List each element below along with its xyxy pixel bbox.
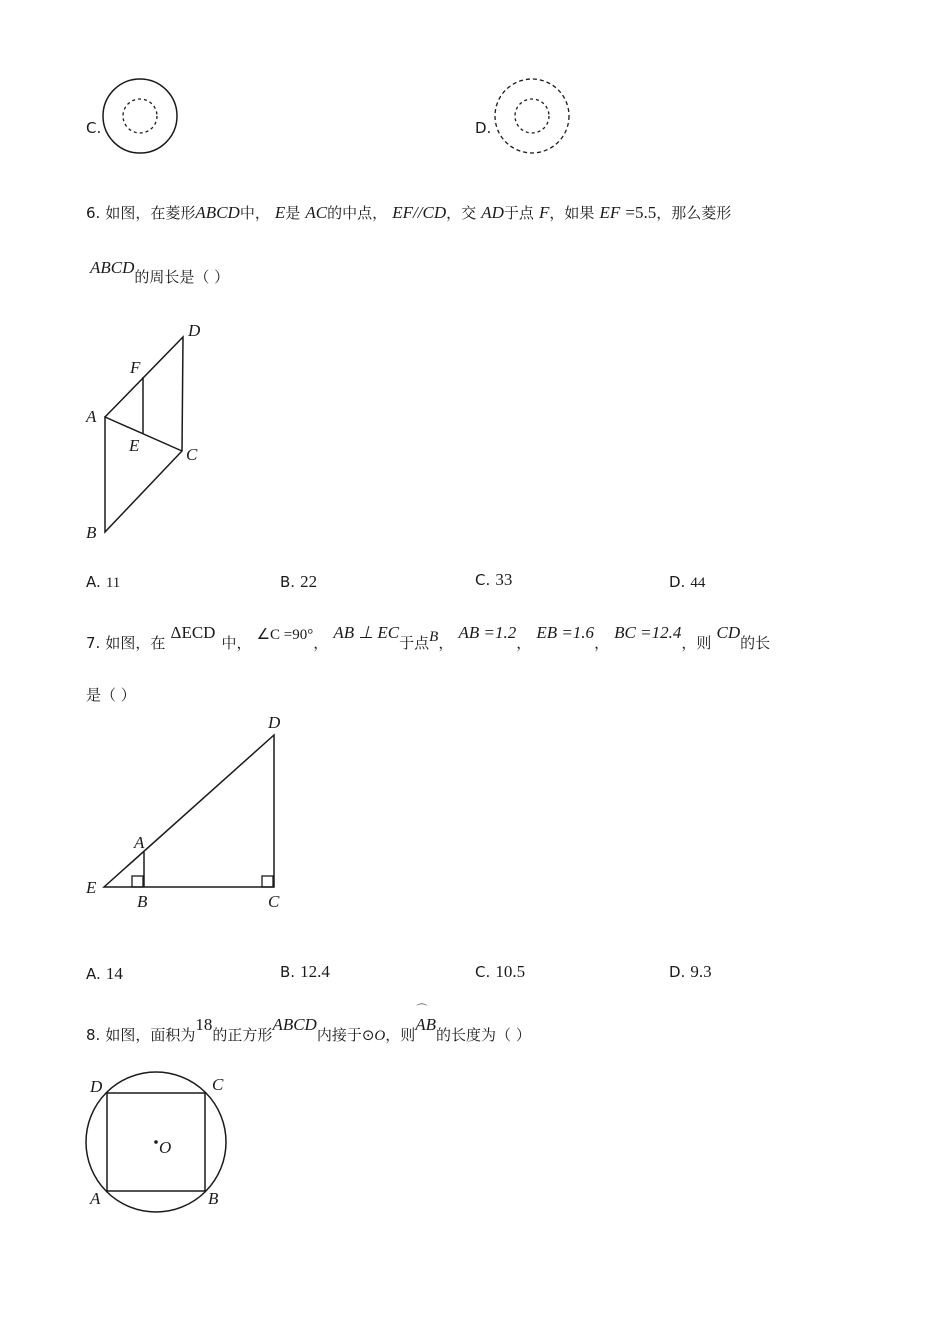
q6-rhombus-figure <box>80 320 220 550</box>
q7-triangle-figure <box>80 712 300 912</box>
q7-label-a: A <box>134 833 145 852</box>
q7-label-c: C <box>268 892 280 911</box>
q8-square-name: ABCD <box>272 1015 317 1034</box>
q6-option-b[interactable]: B. 22 <box>280 572 318 591</box>
q6-option-d[interactable]: D. 44 <box>669 573 706 591</box>
q5-option-d-label: D. <box>475 119 492 137</box>
q6-label-c: C <box>186 445 198 464</box>
q5-option-d-figure <box>492 76 574 156</box>
q7-option-c[interactable]: C. 10.5 <box>475 962 526 981</box>
q7-label-d: D <box>268 713 281 732</box>
q5-option-c-label: C. <box>86 119 102 137</box>
q7-triangle-name: ΔECD <box>170 623 216 642</box>
q6-question-line1: 6. 如图，在菱形ABCD中， E是 AC的中点， EF//CD，交 AD于点 F，如果 EF =5.5，那么菱形 <box>86 203 732 222</box>
q8-label-d: D <box>90 1077 103 1096</box>
q8-label-c: C <box>212 1075 224 1094</box>
q7-option-b[interactable]: B. 12.4 <box>280 962 330 981</box>
q7-question-line1: 7. 如图，在 ΔECD中， ∠C =90°， AB ⊥ EC于点B， AB =1.2， EB =1.6， BC =12.4，则 CD的长 <box>86 623 771 652</box>
q7-option-d[interactable]: D. 9.3 <box>669 962 712 981</box>
q8-label-o: O <box>159 1138 172 1157</box>
q8-number: 8. <box>86 1026 101 1044</box>
q8-label-a: A <box>90 1189 101 1208</box>
q5-option-c-figure <box>100 76 182 156</box>
q8-question-line: 8. 如图，面积为18的正方形ABCD内接于⊙O，则 ⌒ AB的长度为（ ） <box>86 1024 531 1045</box>
q8-arc-name: ⌒ AB <box>415 1015 436 1035</box>
q6-number: 6. <box>86 204 101 222</box>
q7-label-e: E <box>86 878 97 897</box>
q7-option-a[interactable]: A. 14 <box>86 964 123 983</box>
q6-label-e: E <box>129 436 140 455</box>
q6-option-c[interactable]: C. 33 <box>475 570 513 589</box>
q6-label-f: F <box>130 358 141 377</box>
q6-rhombus-name: ABCD <box>195 203 240 222</box>
arc-symbol-icon: ⌒ <box>416 1004 428 1016</box>
q6-label-a: A <box>86 407 97 426</box>
q8-label-b: B <box>208 1189 219 1208</box>
q7-number: 7. <box>86 634 101 652</box>
q7-question-line2: 是（ ） <box>86 686 136 704</box>
q6-option-a[interactable]: A. 11 <box>86 573 121 591</box>
q8-circle-square-figure <box>80 1070 240 1220</box>
q6-label-b: B <box>86 523 97 542</box>
q7-label-b: B <box>137 892 148 911</box>
q6-label-d: D <box>188 321 201 340</box>
q6-question-line2: ABCD的周长是（ ） <box>90 258 230 286</box>
